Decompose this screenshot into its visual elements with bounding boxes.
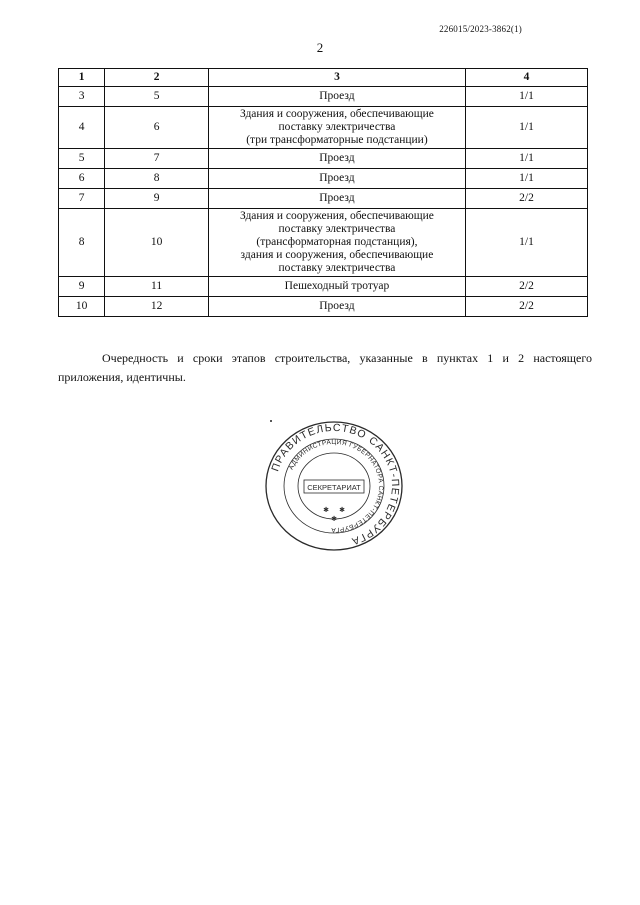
stages-table	[58, 68, 588, 317]
cell-ratio: 1/1	[466, 169, 588, 189]
cell-text-line: (три трансформаторные подстанции)	[246, 134, 428, 146]
cell-stage-number: 10	[59, 297, 105, 317]
cell-text-line: здания и сооружения, обеспечивающие	[240, 249, 434, 261]
cell-text-line: поставку электричества	[278, 121, 396, 133]
cell-object-name	[208, 189, 465, 209]
table-row	[59, 107, 588, 149]
cell-stage-number: 9	[59, 277, 105, 297]
table-header-row	[59, 69, 588, 87]
cell-stage-number: 6	[59, 169, 105, 189]
table-header-cell: 4	[466, 69, 588, 87]
cell-object-number: 6	[105, 107, 208, 149]
cell-stage-number: 8	[59, 209, 105, 277]
cell-ratio: 2/2	[466, 277, 588, 297]
cell-ratio: 1/1	[466, 209, 588, 277]
cell-ratio: 1/1	[466, 87, 588, 107]
cell-object-number: 9	[105, 189, 208, 209]
stamp-star-icon: ✱	[323, 506, 329, 514]
stamp-center-text: СЕКРЕТАРИАТ	[307, 483, 361, 492]
cell-object-name	[208, 169, 465, 189]
table-row	[59, 149, 588, 169]
cell-text-line: Проезд	[319, 90, 355, 102]
cell-text-line: Проезд	[319, 300, 355, 312]
cell-object-number: 10	[105, 209, 208, 277]
cell-object-name	[208, 87, 465, 107]
cell-text-line: Проезд	[319, 172, 355, 184]
stamp-star-icon: ✱	[331, 515, 337, 523]
cell-text-line: Проезд	[319, 152, 355, 164]
cell-stage-number: 5	[59, 149, 105, 169]
table-body	[59, 87, 588, 317]
cell-text-line: поставку электричества	[278, 262, 396, 274]
cell-object-name	[208, 277, 465, 297]
page-number: 2	[316, 40, 324, 55]
cell-text-line: Здания и сооружения, обеспечивающие	[239, 210, 434, 222]
cell-object-name	[208, 209, 465, 277]
table-row	[59, 189, 588, 209]
body-paragraph: Очередность и сроки этапов строительства, указанные в пунктах 1 и 2 настоящего приложения, идентичны.	[58, 351, 592, 384]
table-header-cell: 2	[105, 69, 208, 87]
document-number: 226015/2023-3862(1)	[439, 24, 522, 34]
table-header-cell: 1	[59, 69, 105, 87]
cell-text-line: (трансформаторная подстанция),	[256, 236, 418, 248]
table-header-cell: 3	[208, 69, 465, 87]
cell-object-number: 5	[105, 87, 208, 107]
cell-text-line: поставку электричества	[278, 223, 396, 235]
cell-ratio: 1/1	[466, 107, 588, 149]
table-row	[59, 209, 588, 277]
cell-object-number: 12	[105, 297, 208, 317]
stamp-inner-textpath: АДМИНИСТРАЦИЯ ГУБЕРНАТОРА САНКТ-ПЕТЕРБУРГА	[287, 438, 385, 534]
cell-ratio: 1/1	[466, 149, 588, 169]
cell-text-line: Пешеходный тротуар	[284, 280, 390, 292]
cell-object-number: 7	[105, 149, 208, 169]
cell-stage-number: 7	[59, 189, 105, 209]
cell-object-number: 8	[105, 169, 208, 189]
cell-ratio: 2/2	[466, 297, 588, 317]
table-row	[59, 169, 588, 189]
cell-stage-number: 3	[59, 87, 105, 107]
cell-object-number: 11	[105, 277, 208, 297]
table-row	[59, 297, 588, 317]
cell-object-name	[208, 149, 465, 169]
cell-object-name	[208, 297, 465, 317]
table-row	[59, 87, 588, 107]
stamp-outer-textpath: ПРАВИТЕЛЬСТВО САНКТ-ПЕТЕРБУРГА	[269, 421, 402, 548]
cell-text-line: Проезд	[319, 192, 355, 204]
cell-ratio: 2/2	[466, 189, 588, 209]
table-row	[59, 277, 588, 297]
secretariat-stamp-seal	[264, 420, 404, 552]
cell-object-name	[208, 107, 465, 149]
cell-stage-number: 4	[59, 107, 105, 149]
cell-text-line: Здания и сооружения, обеспечивающие	[239, 108, 434, 120]
stamp-star-icon: ✱	[339, 506, 345, 514]
